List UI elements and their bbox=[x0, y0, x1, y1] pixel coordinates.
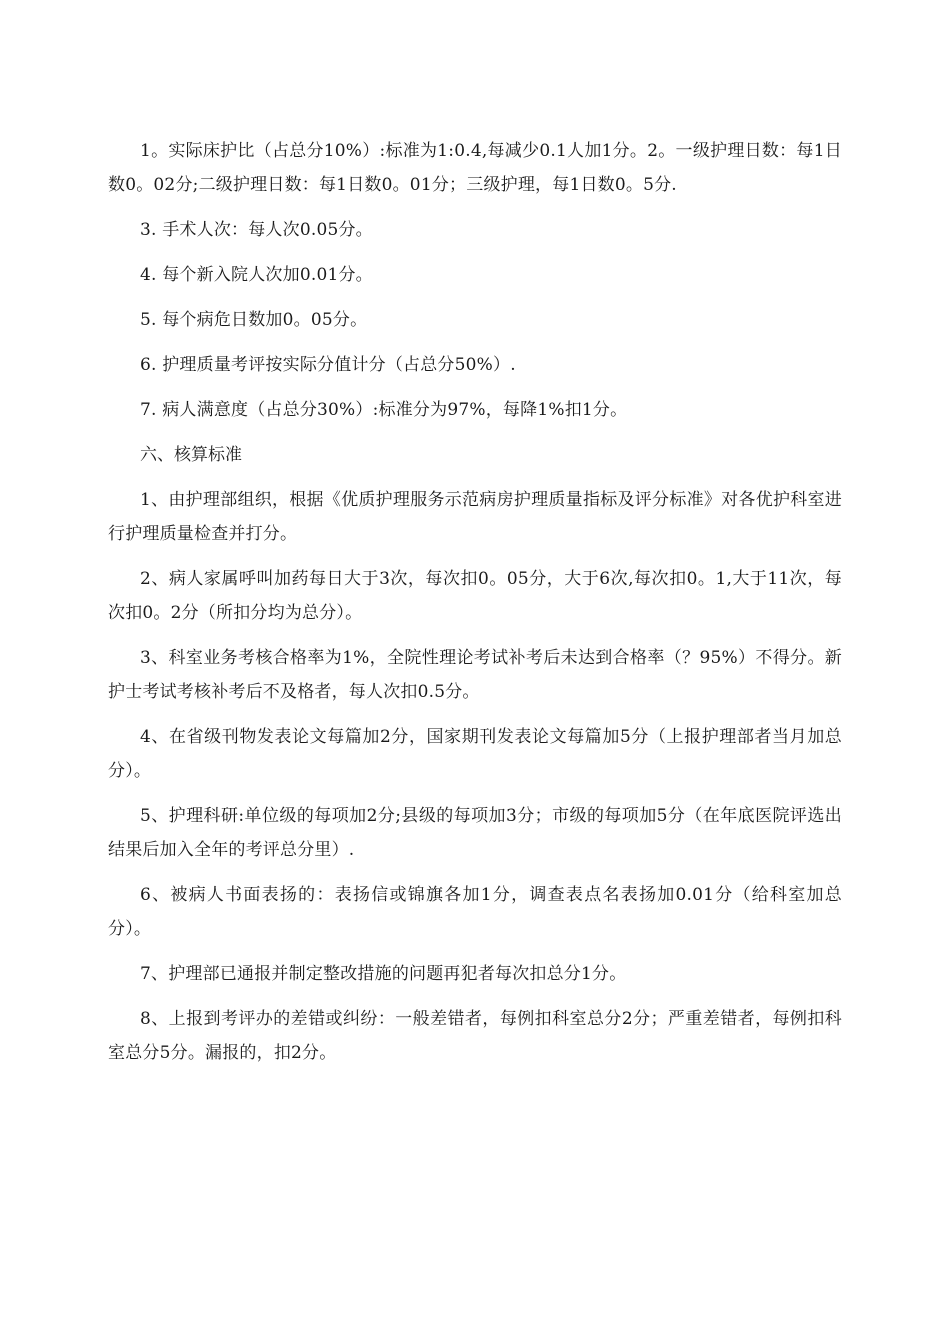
paragraph-item-5: 5. 每个病危日数加0。05分。 bbox=[140, 310, 368, 330]
paragraph-item-1: 1。实际床护比（占总分10%）:标准为1:0.4,每减少0.1人加1分。2。一级护理日数：每1日数0。02分;二级护理日数：每1日数0。01分；三级护理，每1日数0。5分. bbox=[108, 141, 842, 195]
paragraph-item-7: 7. 病人满意度（占总分30%）:标准分为97%，每降1%扣1分。 bbox=[140, 400, 628, 420]
standard-item-4: 4、在省级刊物发表论文每篇加2分，国家期刊发表论文每篇加5分（上报护理部者当月加总分）。 bbox=[108, 727, 842, 781]
paragraph-item-3: 3. 手术人次：每人次0.05分。 bbox=[140, 220, 373, 240]
standard-item-7: 7、护理部已通报并制定整改措施的问题再犯者每次扣总分1分。 bbox=[140, 964, 627, 984]
paragraph-item-4: 4. 每个新入院人次加0.01分。 bbox=[140, 265, 373, 285]
section-heading: 六、核算标准 bbox=[140, 445, 242, 465]
standard-item-3: 3、科室业务考核合格率为1%，全院性理论考试补考后未达到合格率（？95%）不得分。新护士考试考核补考后不及格者，每人次扣0.5分。 bbox=[108, 648, 842, 702]
standard-item-8: 8、上报到考评办的差错或纠纷：一般差错者，每例扣科室总分2分；严重差错者，每例扣科室总分5分。漏报的，扣2分。 bbox=[108, 1009, 842, 1063]
standard-item-5: 5、护理科研:单位级的每项加2分;县级的每项加3分；市级的每项加5分（在年底医院评选出结果后加入全年的考评总分里）. bbox=[108, 806, 842, 860]
standard-item-2: 2、病人家属呼叫加药每日大于3次，每次扣0。05分，大于6次,每次扣0。1,大于11次，每次扣0。2分（所扣分均为总分）。 bbox=[108, 569, 842, 623]
paragraph-item-6: 6. 护理质量考评按实际分值计分（占总分50%）. bbox=[140, 355, 516, 375]
standard-item-6: 6、被病人书面表扬的：表扬信或锦旗各加1分，调查表点名表扬加0.01分（给科室加总分）。 bbox=[108, 885, 842, 939]
document-page bbox=[108, 134, 842, 1081]
standard-item-1: 1、由护理部组织，根据《优质护理服务示范病房护理质量指标及评分标准》对各优护科室进行护理质量检查并打分。 bbox=[108, 490, 842, 544]
